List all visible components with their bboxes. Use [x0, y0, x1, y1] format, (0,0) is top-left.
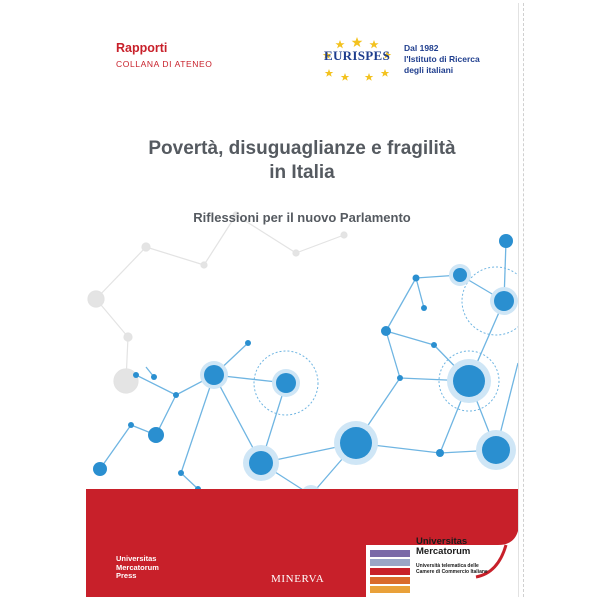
book-cover	[86, 3, 518, 597]
book-subtitle: Riflessioni per il nuovo Parlamento	[193, 210, 411, 225]
book-title	[86, 137, 518, 185]
university-title: Universitas Mercatorum	[416, 536, 471, 557]
series-title: Rapporti	[116, 41, 168, 55]
series-subtitle: COLLANA DI ATENEO	[116, 59, 213, 69]
eurispes-tagline: Dal 1982 l'Istituto di Ricerca degli italiani	[404, 43, 480, 75]
blue-nodes	[93, 234, 518, 505]
page-edge	[518, 3, 524, 597]
book-title-line-2: in Italia	[269, 162, 335, 183]
publisher-name: Universitas Mercatorum Press	[116, 554, 159, 580]
eurispes-name: EURISPES	[324, 48, 390, 63]
book-title-line-1: Povertà, disuguaglianze e fragilità	[148, 138, 456, 159]
minerva-imprint: MINERVA	[271, 573, 325, 585]
university-description: Università telematica delle Camere di Commercio Italiane	[416, 563, 488, 575]
series-block	[116, 41, 213, 69]
